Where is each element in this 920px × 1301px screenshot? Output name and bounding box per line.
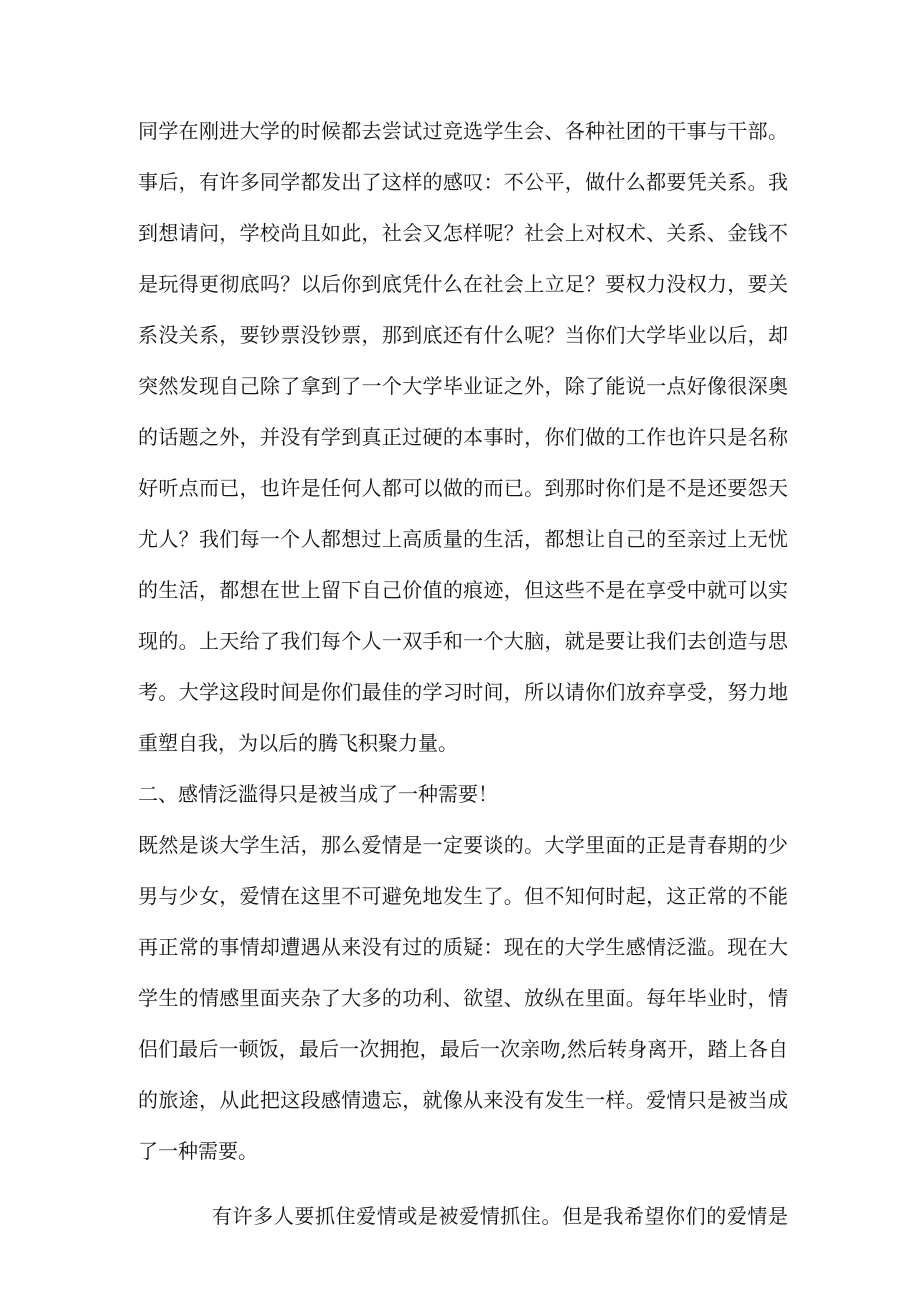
text-line: 侣们最后一顿饭，最后一次拥抱，最后一次亲吻,然后转身离开，踏上各自 <box>138 1037 788 1061</box>
text-line: 是玩得更彻底吗？以后你到底凭什么在社会上立足？要权力没权力，要关 <box>138 272 788 296</box>
text-line: 男与少女，爱情在这里不可避免地发生了。但不知何时起，这正常的不能 <box>138 884 788 908</box>
text-line: 同学在刚进大学的时候都去尝试过竞选学生会、各种社团的干事与干部。 <box>138 119 788 143</box>
text-line: 的生活，都想在世上留下自己价值的痕迹，但这些不是在享受中就可以实 <box>138 578 788 602</box>
text-line: 再正常的事情却遭遇从来没有过的质疑：现在的大学生感情泛滥。现在大 <box>138 935 788 959</box>
section-heading: 二、感情泛滥得只是被当成了一种需要！ <box>138 782 498 806</box>
text-line: 突然发现自己除了拿到了一个大学毕业证之外，除了能说一点好像很深奥 <box>138 374 788 398</box>
text-line: 有许多人要抓住爱情或是被爱情抓住。但是我希望你们的爱情是 <box>212 1204 788 1228</box>
text-line: 既然是谈大学生活，那么爱情是一定要谈的。大学里面的正是青春期的少 <box>138 833 788 857</box>
text-line: 学生的情感里面夹杂了大多的功利、欲望、放纵在里面。每年毕业时，情 <box>138 986 788 1010</box>
text-line: 考。大学这段时间是你们最佳的学习时间，所以请你们放弃享受，努力地 <box>138 680 788 704</box>
text-line: 事后，有许多同学都发出了这样的感叹：不公平，做什么都要凭关系。我 <box>138 170 788 194</box>
text-line: 尤人？我们每一个人都想过上高质量的生活，都想让自己的至亲过上无忧 <box>138 527 788 551</box>
text-line: 的旅途，从此把这段感情遗忘，就像从来没有发生一样。爱情只是被当成 <box>138 1088 788 1112</box>
text-line: 重塑自我，为以后的腾飞积聚力量。 <box>138 731 458 755</box>
text-line: 的话题之外，并没有学到真正过硬的本事时，你们做的工作也许只是名称 <box>138 425 788 449</box>
text-line: 系没关系，要钞票没钞票，那到底还有什么呢？当你们大学毕业以后，却 <box>138 323 788 347</box>
text-line: 了一种需要。 <box>138 1139 258 1163</box>
text-line: 好听点而已，也许是任何人都可以做的而已。到那时你们是不是还要怨天 <box>138 476 788 500</box>
text-line: 现的。上天给了我们每个人一双手和一个大脑，就是要让我们去创造与思 <box>138 629 788 653</box>
text-line: 到想请问，学校尚且如此，社会又怎样呢？社会上对权术、关系、金钱不 <box>138 221 788 245</box>
